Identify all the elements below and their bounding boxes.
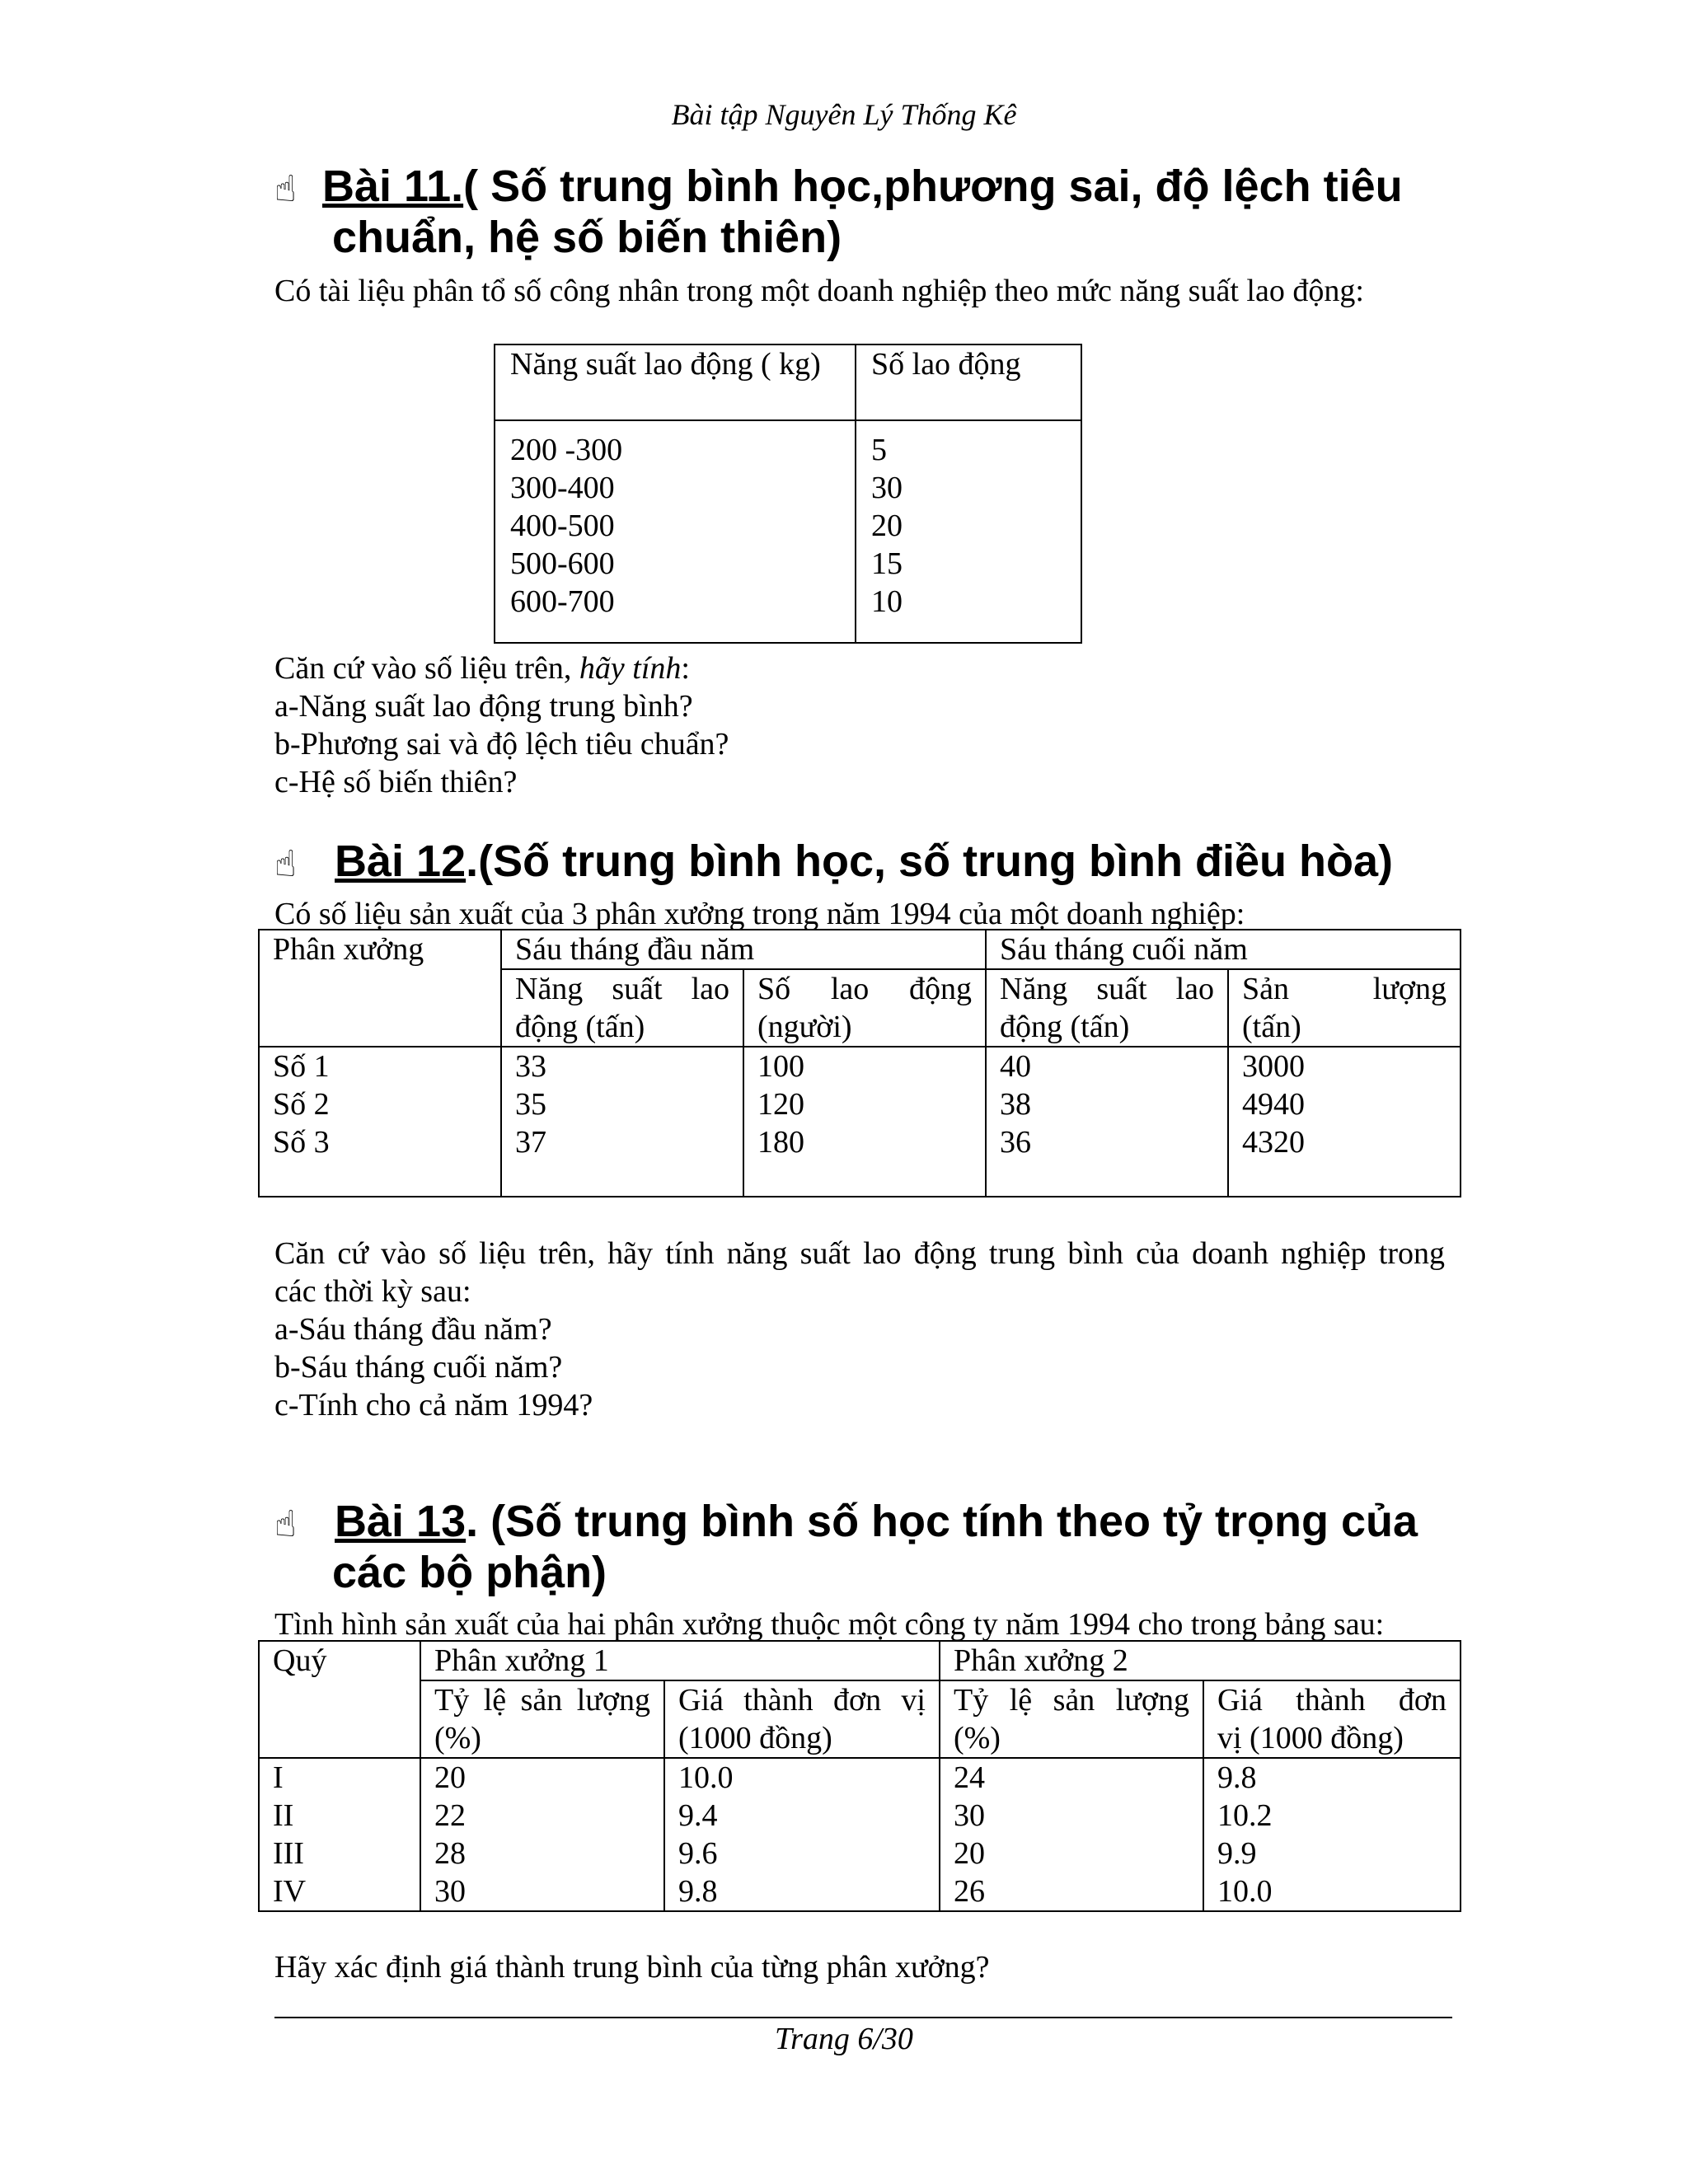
sub-line: (%)	[434, 1721, 481, 1755]
table-cell: 10.0	[1217, 1874, 1273, 1909]
page-number: Trang 6/30	[775, 2022, 913, 2056]
table-cell: 180	[757, 1125, 804, 1160]
list-item: c-Tính cho cả năm 1994?	[274, 1388, 593, 1422]
table-cell: 24	[954, 1760, 985, 1795]
table-cell: IV	[273, 1874, 307, 1909]
bai12-col-nang-suat-2	[986, 1047, 1228, 1197]
bai12-col-nang-suat-1	[501, 1047, 743, 1197]
bai11-header-so-lao-dong: Số lao động	[856, 344, 1081, 420]
bai13-title: . (Số trung bình số học tính theo tỷ trọng của	[466, 1497, 1418, 1546]
bai13-title-line2: các bộ phận)	[332, 1548, 607, 1597]
table-cell: 20	[434, 1760, 466, 1795]
table-cell: 4320	[1242, 1125, 1305, 1160]
bai12-sub-nang-suat-1	[501, 969, 743, 1047]
bai12-title: .(Số trung bình học, số trung bình điều hòa)	[466, 837, 1393, 886]
bai13-number: Bài 13	[335, 1497, 467, 1546]
table-cell: 30	[871, 471, 903, 505]
list-item: b-Phương sai và độ lệch tiêu chuẩn?	[274, 727, 729, 762]
page-header: Bài tập Nguyên Lý Thống Kê	[671, 98, 1017, 131]
lead-colon: :	[681, 651, 690, 686]
bai11-questions	[274, 649, 729, 801]
sub-line: Sản lượng	[1242, 972, 1447, 1006]
paragraph-line: các thời kỳ sau:	[274, 1274, 471, 1309]
table-cell: 100	[757, 1049, 804, 1084]
table-cell: 9.8	[678, 1874, 718, 1909]
table-cell: 30	[434, 1874, 466, 1909]
pointing-hand-icon: ☝	[274, 169, 297, 209]
table-cell: 10	[871, 584, 903, 619]
table-cell: 200 -300	[510, 433, 623, 467]
table-cell: 9.4	[678, 1798, 718, 1833]
lead-text: Căn cứ vào số liệu trên,	[274, 651, 572, 686]
table-cell: Số 2	[273, 1087, 330, 1122]
bai13-col-ty-le-1	[420, 1758, 664, 1911]
table-cell: 9.9	[1217, 1836, 1257, 1871]
bai13-header-px1: Phân xưởng 1	[420, 1641, 940, 1680]
bai12-sub-so-lao-dong	[743, 969, 986, 1047]
table-cell: 26	[954, 1874, 985, 1909]
table-cell: 9.6	[678, 1836, 718, 1871]
bai13-intro: Tình hình sản xuất của hai phân xưởng thuộc một công ty năm 1994 cho trong bảng sau:	[274, 1607, 1385, 1642]
table-cell: 600-700	[510, 584, 615, 619]
sub-line: (tấn)	[1242, 1010, 1301, 1044]
table-cell: 9.8	[1217, 1760, 1257, 1795]
bai11-col-so-lao-dong	[856, 420, 1081, 643]
bai11-heading	[274, 160, 1403, 216]
table-cell: I	[273, 1760, 284, 1795]
sub-line: Tỷ lệ sản lượng	[954, 1683, 1189, 1718]
bai12-paragraph	[274, 1235, 1445, 1424]
bai13-heading	[274, 1495, 1418, 1551]
bai11-table	[494, 344, 1082, 644]
bai11-number: Bài 11.	[322, 162, 464, 211]
bai12-col-phan-xuong	[259, 1047, 501, 1197]
table-cell: III	[273, 1836, 304, 1871]
table-cell: Số 1	[273, 1049, 330, 1084]
bai13-question: Hãy xác định giá thành trung bình của từng phân xưởng?	[274, 1950, 990, 1985]
table-cell: 15	[871, 546, 903, 581]
bai12-header-dau-nam: Sáu tháng đầu năm	[501, 930, 986, 969]
bai12-col-so-lao-dong	[743, 1047, 986, 1197]
sub-line: Số lao động	[757, 972, 972, 1006]
lead-italic: hãy tính	[579, 651, 682, 686]
footer-divider	[274, 2017, 1452, 2018]
table-cell: 40	[1000, 1049, 1031, 1084]
table-cell: 10.2	[1217, 1798, 1273, 1833]
bai11-title: ( Số trung bình học,phương sai, độ lệch tiêu	[463, 162, 1403, 211]
pointing-hand-icon: ☝	[274, 844, 297, 884]
bai12-number: Bài 12	[335, 837, 467, 886]
list-item: c-Hệ số biến thiên?	[274, 765, 518, 799]
table-cell: 300-400	[510, 471, 615, 505]
table-cell: 10.0	[678, 1760, 734, 1795]
bai11-intro: Có tài liệu phân tổ số công nhân trong một doanh nghiệp theo mức năng suất lao động:	[274, 274, 1364, 308]
bai13-sub-gia-thanh-2	[1203, 1680, 1461, 1758]
sub-line: Giá thành đơn vị	[678, 1683, 926, 1718]
table-cell: 35	[515, 1087, 546, 1122]
bai12-sub-san-luong	[1228, 969, 1461, 1047]
table-cell: 3000	[1242, 1049, 1305, 1084]
bai12-heading	[274, 835, 1393, 891]
bai11-question-lead	[274, 649, 729, 687]
list-item: b-Sáu tháng cuối năm?	[274, 1350, 563, 1385]
sub-line: Năng suất lao	[515, 972, 729, 1006]
table-cell: 30	[954, 1798, 985, 1833]
bai13-sub-ty-le-1	[420, 1680, 664, 1758]
sub-line: Năng suất lao	[1000, 972, 1214, 1006]
table-cell: 38	[1000, 1087, 1031, 1122]
sub-line: Tỷ lệ sản lượng	[434, 1683, 650, 1718]
table-cell: 400-500	[510, 509, 615, 543]
bai13-sub-ty-le-2	[940, 1680, 1203, 1758]
sub-line: động (tấn)	[1000, 1010, 1130, 1044]
bai12-sub-nang-suat-2	[986, 969, 1228, 1047]
bai13-header-px2: Phân xưởng 2	[940, 1641, 1461, 1680]
bai12-header-cuoi-nam: Sáu tháng cuối năm	[986, 930, 1461, 969]
sub-line: (người)	[757, 1010, 852, 1044]
sub-line: động (tấn)	[515, 1010, 645, 1044]
bai12-table	[258, 929, 1461, 1197]
bai11-header-nang-suat: Năng suất lao động ( kg)	[495, 344, 856, 420]
table-cell: Số 3	[273, 1125, 330, 1160]
bai13-sub-gia-thanh-1	[664, 1680, 940, 1758]
bai13-col-gia-thanh-2	[1203, 1758, 1461, 1911]
table-cell: 22	[434, 1798, 466, 1833]
sub-line: vị (1000 đồng)	[1217, 1721, 1404, 1755]
bai13-col-quy	[259, 1758, 420, 1911]
sub-line: (%)	[954, 1721, 1001, 1755]
bai12-intro: Có số liệu sản xuất của 3 phân xưởng trong năm 1994 của một doanh nghiệp:	[274, 897, 1245, 931]
table-cell: 4940	[1242, 1087, 1305, 1122]
table-cell: 37	[515, 1125, 546, 1160]
bai12-col-san-luong	[1228, 1047, 1461, 1197]
pointing-hand-icon: ☝	[274, 1504, 297, 1544]
table-cell: 120	[757, 1087, 804, 1122]
bai11-title-line2: chuẩn, hệ số biến thiên)	[332, 213, 842, 262]
bai11-col-nang-suat	[495, 420, 856, 643]
list-item: a-Sáu tháng đầu năm?	[274, 1312, 552, 1347]
table-cell: 36	[1000, 1125, 1031, 1160]
table-cell: 33	[515, 1049, 546, 1084]
table-cell: 28	[434, 1836, 466, 1871]
table-cell: 20	[871, 509, 903, 543]
bai13-table	[258, 1640, 1461, 1912]
bai13-col-ty-le-2	[940, 1758, 1203, 1911]
table-cell: 5	[871, 433, 887, 467]
bai13-col-gia-thanh-1	[664, 1758, 940, 1911]
table-cell: II	[273, 1798, 294, 1833]
list-item: a-Năng suất lao động trung bình?	[274, 689, 693, 724]
table-cell: 500-600	[510, 546, 615, 581]
sub-line: Giá thành đơn	[1217, 1683, 1447, 1718]
bai12-header-phan-xuong: Phân xưởng	[259, 930, 501, 1047]
bai13-header-quy: Quý	[259, 1641, 420, 1758]
table-cell: 20	[954, 1836, 985, 1871]
paragraph-line: Căn cứ vào số liệu trên, hãy tính năng suất lao động trung bình của doanh nghiệp trong	[274, 1236, 1445, 1271]
sub-line: (1000 đồng)	[678, 1721, 832, 1755]
